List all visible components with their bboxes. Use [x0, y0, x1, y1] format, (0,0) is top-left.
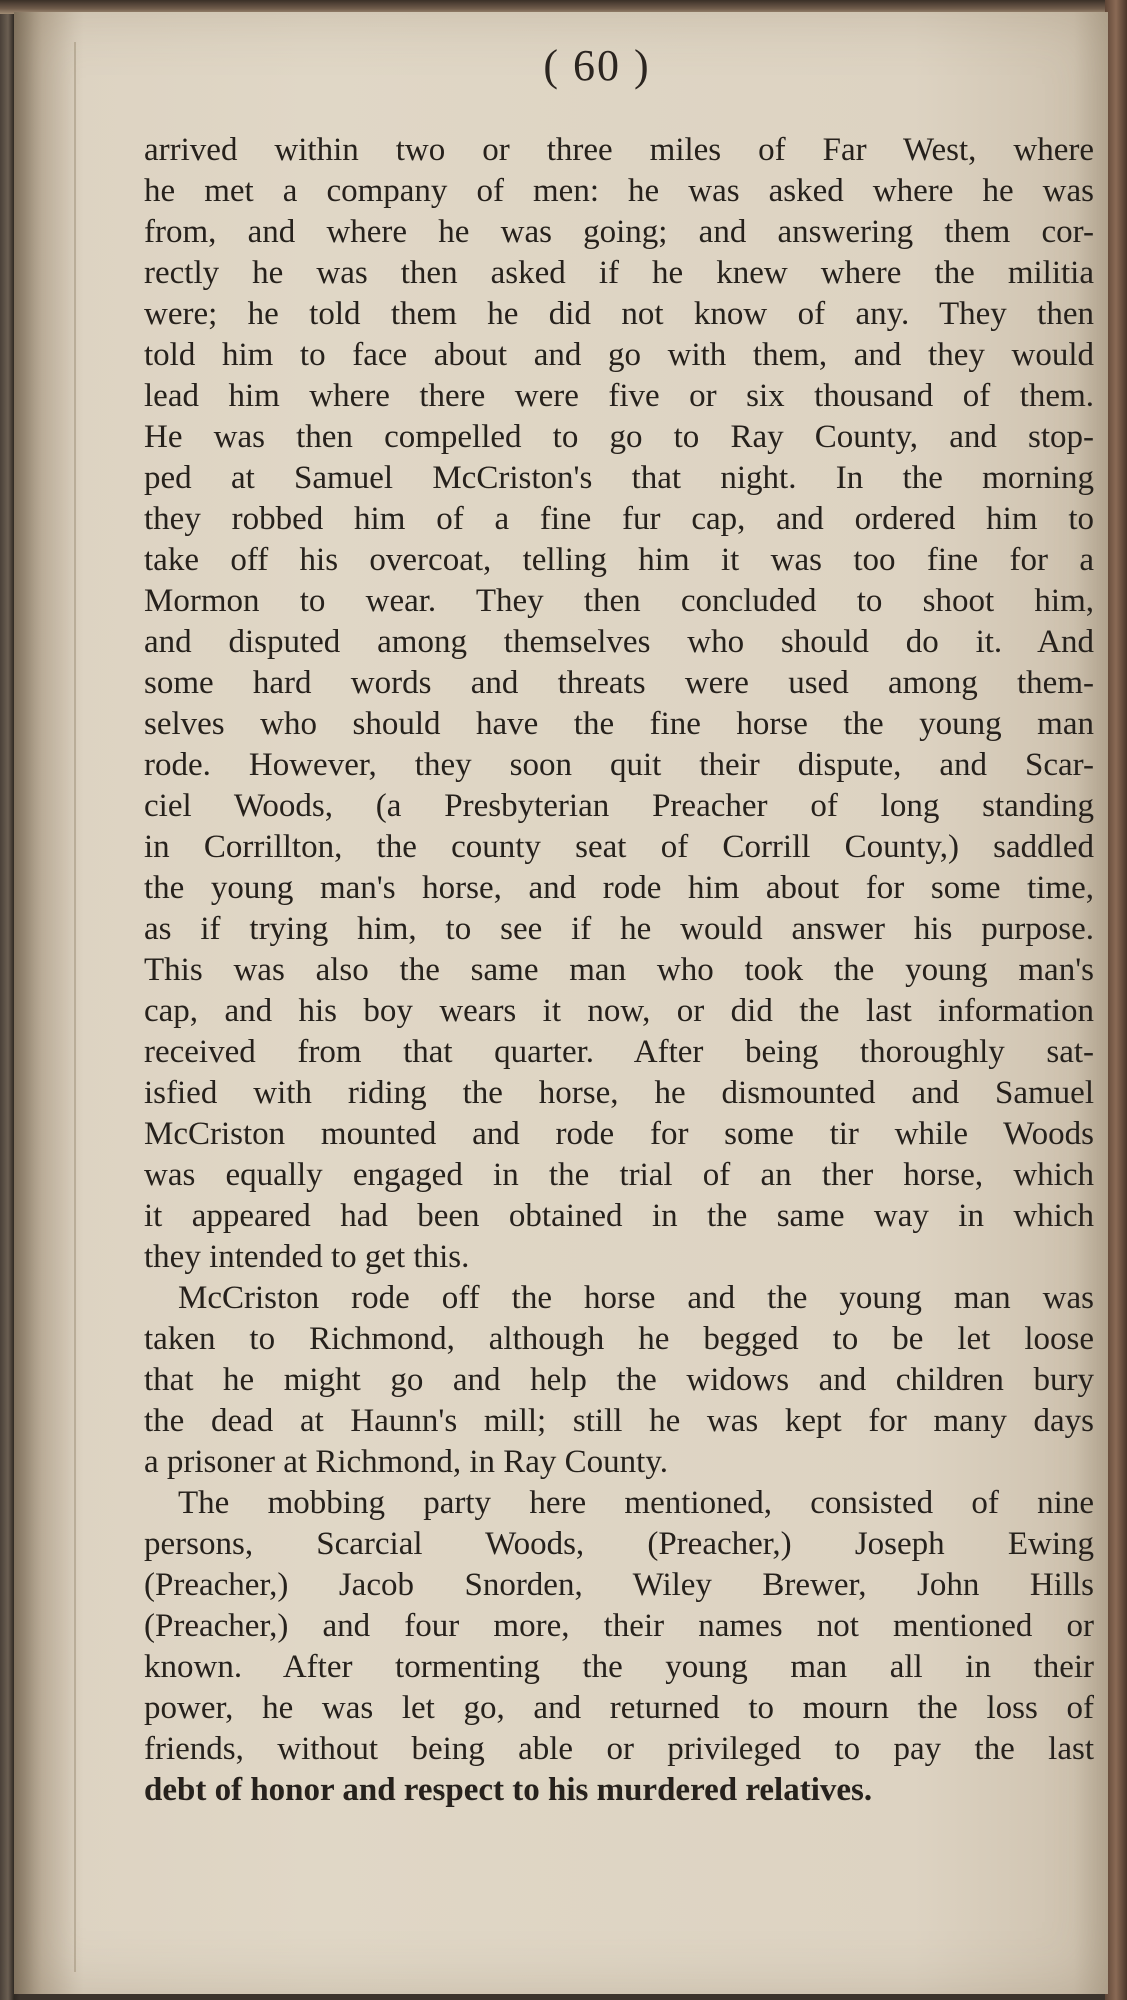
text-line: (Preacher,) Jacob Snorden, Wiley Brewer, John Hills: [144, 1567, 1094, 1603]
text-line: take off his overcoat, telling him it was too fine for a: [144, 542, 1094, 578]
text-line: This was also the same man who took the young man's: [144, 952, 1094, 988]
text-line: ped at Samuel McCriston's that night. In the morning: [144, 460, 1094, 496]
text-line: persons, Scarcial Woods, (Preacher,) Joseph Ewing: [144, 1526, 1094, 1562]
text-line: they intended to get this.: [144, 1239, 470, 1275]
text-line: arrived within two or three miles of Far West, where: [144, 132, 1094, 168]
text-line: was equally engaged in the trial of an ther horse, which: [144, 1157, 1094, 1193]
text-line: ciel Woods, (a Presbyterian Preacher of long standing: [144, 788, 1094, 824]
text-line: McCriston mounted and rode for some tir while Woods: [144, 1116, 1094, 1152]
text-line: they robbed him of a fine fur cap, and ordered him to: [144, 501, 1094, 537]
text-line: were; he told them he did not know of any. They then: [144, 296, 1094, 332]
text-line: lead him where there were five or six thousand of them.: [144, 378, 1094, 414]
text-line: told him to face about and go with them, and they would: [144, 337, 1094, 373]
text-line: as if trying him, to see if he would answer his purpose.: [144, 911, 1094, 947]
text-line: He was then compelled to go to Ray County, and stop-: [144, 419, 1094, 455]
text-line: friends, without being able or privileged to pay the last: [144, 1731, 1094, 1767]
text-line: power, he was let go, and returned to mourn the loss of: [144, 1690, 1094, 1726]
paper-page: [14, 12, 1108, 1994]
text-line: cap, and his boy wears it now, or did the last information: [144, 993, 1094, 1029]
text-line: received from that quarter. After being thoroughly sat-: [144, 1034, 1094, 1070]
text-line: it appeared had been obtained in the same way in which: [144, 1198, 1094, 1234]
text-line: The mobbing party here mentioned, consisted of nine: [178, 1485, 1094, 1521]
text-line: Mormon to wear. They then concluded to shoot him,: [144, 583, 1094, 619]
text-line: some hard words and threats were used among them-: [144, 665, 1094, 701]
text-line: isfied with riding the horse, he dismounted and Samuel: [144, 1075, 1094, 1111]
body-text: [144, 130, 1094, 1811]
text-line: known. After tormenting the young man all in their: [144, 1649, 1094, 1685]
text-line: that he might go and help the widows and children bury: [144, 1362, 1094, 1398]
gutter-crease: [74, 42, 76, 1972]
text-line: rode. However, they soon quit their dispute, and Scar-: [144, 747, 1094, 783]
text-line: selves who should have the fine horse the young man: [144, 706, 1094, 742]
text-line: McCriston rode off the horse and the young man was: [178, 1280, 1094, 1316]
text-line: from, and where he was going; and answering them cor-: [144, 214, 1094, 250]
text-line: a prisoner at Richmond, in Ray County.: [144, 1444, 668, 1480]
text-line: he met a company of men: he was asked where he was: [144, 173, 1094, 209]
text-line: in Corrillton, the county seat of Corrill County,) saddled: [144, 829, 1094, 865]
text-line: taken to Richmond, although he begged to be let loose: [144, 1321, 1094, 1357]
text-line: the dead at Haunn's mill; still he was kept for many days: [144, 1403, 1094, 1439]
text-line: and disputed among themselves who should do it. And: [144, 624, 1094, 660]
text-line: the young man's horse, and rode him about for some time,: [144, 870, 1094, 906]
text-line: rectly he was then asked if he knew where the militia: [144, 255, 1094, 291]
text-line: debt of honor and respect to his murdered relatives.: [144, 1772, 873, 1808]
page-number: ( 60 ): [543, 41, 651, 90]
book-cover-edge: [1105, 0, 1127, 2000]
text-line: (Preacher,) and four more, their names not mentioned or: [144, 1608, 1094, 1644]
